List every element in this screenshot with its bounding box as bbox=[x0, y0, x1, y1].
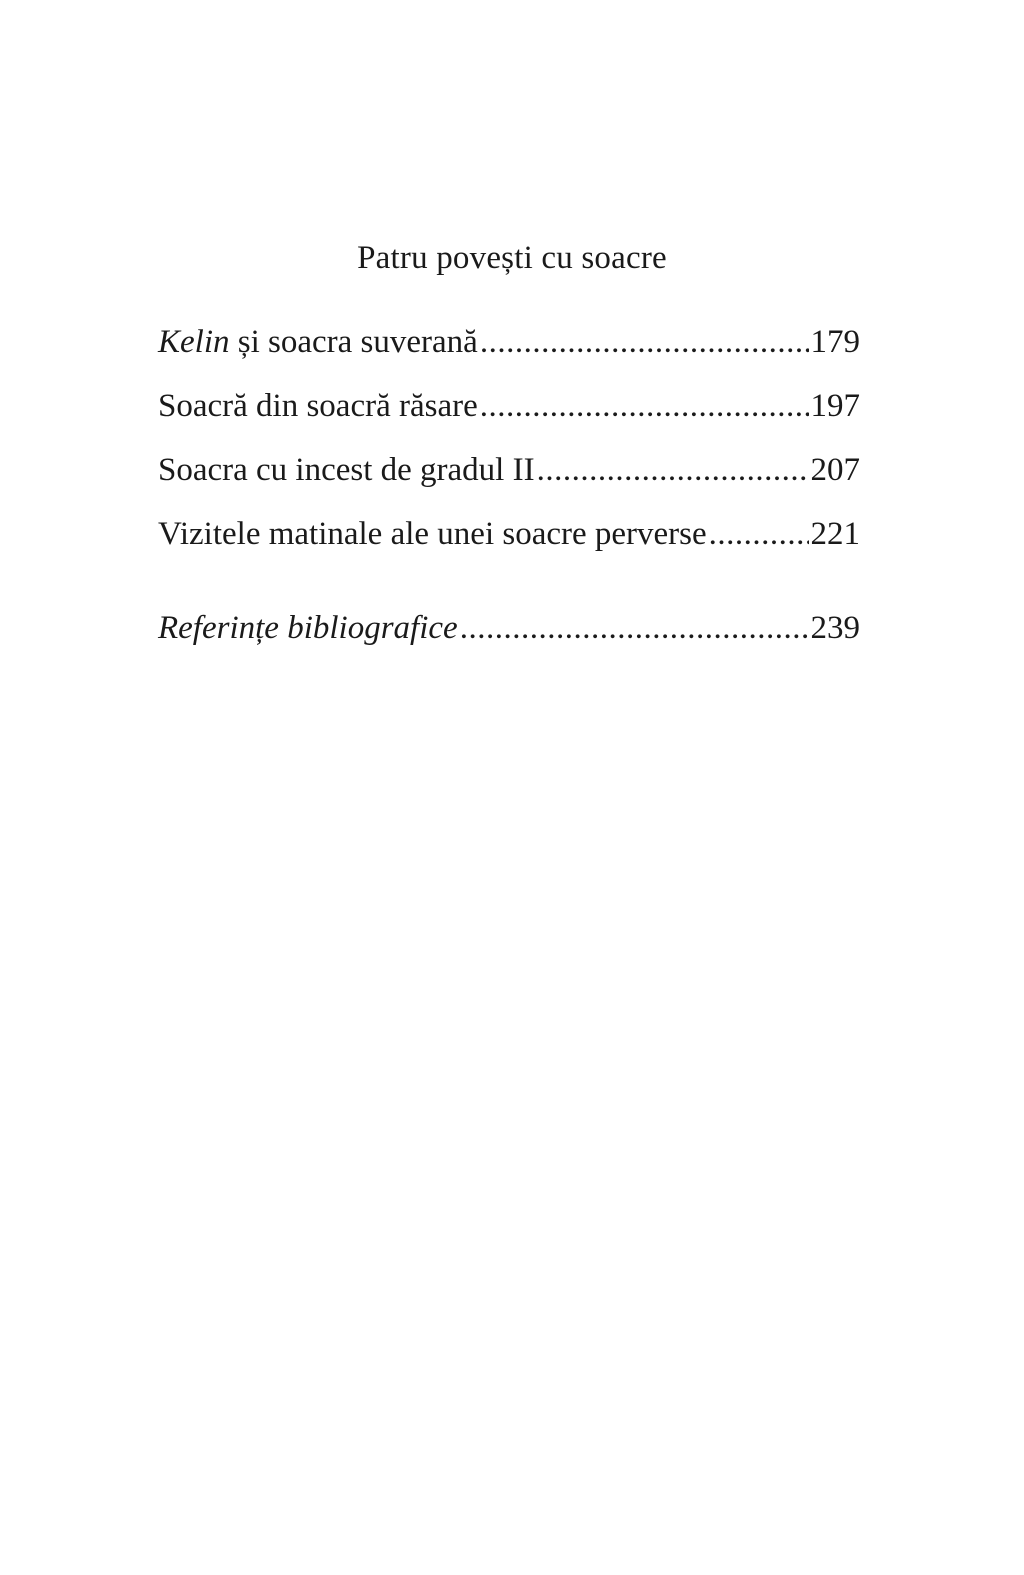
toc-entry[interactable] bbox=[158, 448, 860, 492]
toc-entry-title bbox=[158, 320, 478, 364]
section-title: Patru povești cu soacre bbox=[357, 240, 667, 276]
toc-entry-page: 239 bbox=[810, 610, 860, 646]
toc-entry-title-rest: și soacra suverană bbox=[229, 324, 478, 360]
toc-entry-page: 197 bbox=[810, 388, 860, 424]
toc-entry-page: 221 bbox=[810, 516, 860, 552]
dot-leader bbox=[460, 606, 809, 650]
toc-entry[interactable] bbox=[158, 384, 860, 428]
toc-entry-title: Soacra cu incest de gradul II bbox=[158, 452, 535, 488]
toc-entry-title-italic: Kelin bbox=[158, 324, 230, 360]
dot-leader bbox=[480, 320, 809, 364]
toc-entry-title: Referințe bibliografice bbox=[158, 610, 458, 646]
toc-entry-title: Soacră din soacră răsare bbox=[158, 388, 478, 424]
toc-entry-title: Vizitele matinale ale unei soacre perverse bbox=[158, 516, 707, 552]
toc-entry-page: 207 bbox=[810, 452, 860, 488]
toc-entry[interactable] bbox=[158, 320, 860, 364]
dot-leader bbox=[709, 512, 809, 556]
toc-entry-page: 179 bbox=[810, 324, 860, 360]
dot-leader bbox=[480, 384, 809, 428]
dot-leader bbox=[537, 448, 809, 492]
toc-entry[interactable] bbox=[158, 512, 860, 556]
toc-entry-references[interactable] bbox=[158, 606, 860, 650]
